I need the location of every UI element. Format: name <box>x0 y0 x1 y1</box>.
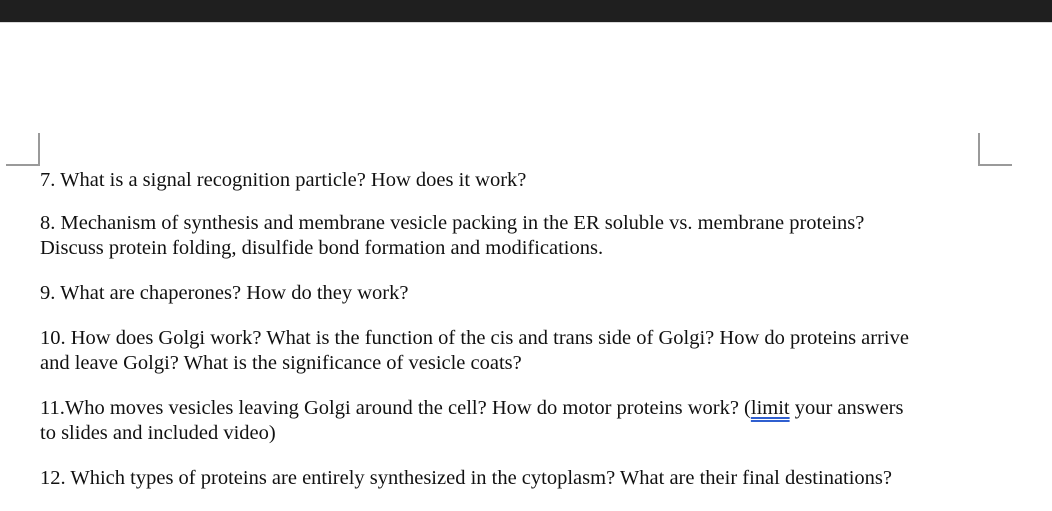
question-9 <box>40 281 1000 306</box>
question-10-line-2: and leave Golgi? What is the significance of vesicle coats? <box>40 352 522 374</box>
question-8 <box>40 211 1000 261</box>
spellcheck-flagged-word[interactable]: limit <box>750 397 790 419</box>
question-9-text: 9. What are chaperones? How do they work? <box>40 282 409 304</box>
question-12 <box>40 466 1000 491</box>
question-8-line-1: 8. Mechanism of synthesis and membrane vesicle packing in the ER soluble vs. membrane proteins? <box>40 212 865 234</box>
question-8-line-2: Discuss protein folding, disulfide bond formation and modifications. <box>40 237 604 259</box>
question-7 <box>40 168 1000 193</box>
question-11-line-1-start: 11.Who moves vesicles leaving Golgi around the cell? How do motor proteins work? ( <box>40 397 751 419</box>
question-10-line-1: 10. How does Golgi work? What is the function of the cis and trans side of Golgi? How do proteins arrive <box>40 327 909 349</box>
question-11-line-1-end: your answers <box>789 397 904 419</box>
window-top-bar <box>0 0 1052 22</box>
question-12-text: 12. Which types of proteins are entirely synthesized in the cytoplasm? What are their final destinations? <box>40 467 893 489</box>
left-margin-corner-mark <box>6 133 40 166</box>
question-11 <box>40 396 1000 446</box>
window-top-bar-edge <box>0 22 1052 23</box>
question-10 <box>40 326 1000 376</box>
document-body[interactable] <box>40 168 1000 511</box>
question-11-line-2: to slides and included video) <box>40 422 276 444</box>
right-margin-corner-mark <box>978 133 1012 166</box>
question-7-text: 7. What is a signal recognition particle? How does it work? <box>40 169 527 191</box>
